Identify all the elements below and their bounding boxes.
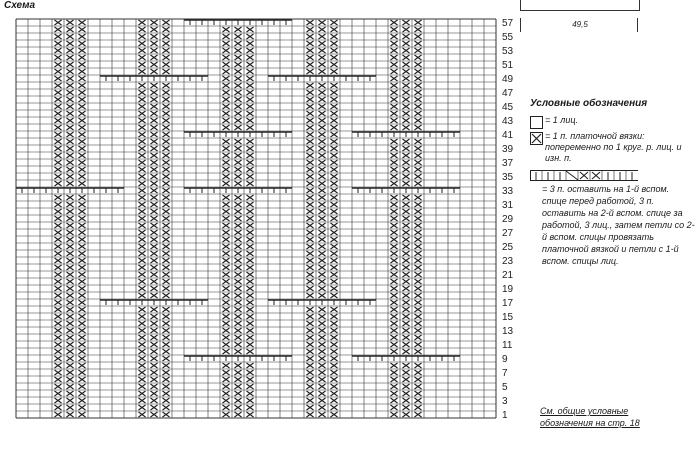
measurement-bracket — [520, 0, 640, 11]
row-number: 27 — [502, 228, 514, 239]
row-number: 5 — [502, 382, 508, 393]
row-number: 55 — [502, 32, 514, 43]
row-number: 19 — [502, 284, 514, 295]
legend-knit-text: = 1 лиц. — [545, 115, 578, 125]
cable-cross-mark — [16, 187, 124, 194]
row-number: 9 — [502, 354, 508, 365]
cable-symbol-icon — [530, 170, 638, 182]
cable-cross-mark — [100, 75, 208, 82]
row-number: 31 — [502, 200, 514, 211]
cable-cross-mark — [352, 355, 460, 362]
cable-cross-mark — [100, 299, 208, 306]
row-number: 53 — [502, 46, 514, 57]
row-number: 1 — [502, 410, 508, 421]
row-number: 45 — [502, 102, 514, 113]
row-number: 13 — [502, 326, 514, 337]
row-number: 43 — [502, 116, 514, 127]
cable-cross-mark — [268, 75, 376, 82]
row-number: 47 — [502, 88, 514, 99]
row-number: 11 — [502, 340, 513, 351]
row-number: 17 — [502, 298, 514, 309]
legend-cable-text: = 3 п. оставить на 1-й вспом. спице перед работой, 3 п. оставить на 2-й вспом. спице за работой, 3 лиц., затем петли со 2-й вспом. спицы провязать платочной вязкой и петли с 1-й вспом. спицы лиц. — [542, 184, 695, 266]
chart-title: Схема — [4, 0, 36, 11]
row-number: 35 — [502, 172, 514, 183]
cable-cross-mark — [352, 131, 460, 138]
legend-row-cable — [530, 170, 695, 267]
cable-cross-mark — [268, 299, 376, 306]
row-number: 39 — [502, 144, 514, 155]
cable-cross-mark — [184, 187, 292, 194]
measurement-value: 49,5 — [572, 20, 588, 29]
empty-cell-swatch — [530, 116, 543, 129]
row-number: 3 — [502, 396, 508, 407]
measurement-left-tick — [520, 18, 521, 32]
row-number: 37 — [502, 158, 514, 169]
row-number: 7 — [502, 368, 508, 379]
row-number: 29 — [502, 214, 514, 225]
row-number: 25 — [502, 242, 514, 253]
legend-row-knit — [530, 115, 695, 129]
measurement-right-tick — [637, 18, 638, 32]
row-number: 49 — [502, 74, 514, 85]
cable-cross-mark — [184, 355, 292, 362]
cable-cross-mark — [184, 131, 292, 138]
row-number: 21 — [502, 270, 514, 281]
row-number: 57 — [502, 18, 514, 29]
legend — [530, 98, 695, 267]
cable-cross-mark — [352, 187, 460, 194]
cross-cell-swatch — [530, 132, 543, 145]
row-number: 23 — [502, 256, 514, 267]
cable-cross-mark — [184, 19, 292, 26]
row-number: 15 — [502, 312, 514, 323]
see-general-notes-link[interactable]: См. общие условные обозначения на стр. 18 — [540, 406, 640, 428]
row-number: 51 — [502, 60, 514, 71]
row-number: 41 — [502, 130, 514, 141]
legend-garter-text: = 1 п. платочной вязки: попеременно по 1 круг. р. лиц. и изн. п. — [545, 131, 682, 163]
legend-row-garter — [530, 131, 695, 164]
legend-title: Условные обозначения — [530, 98, 648, 109]
row-number: 33 — [502, 186, 514, 197]
